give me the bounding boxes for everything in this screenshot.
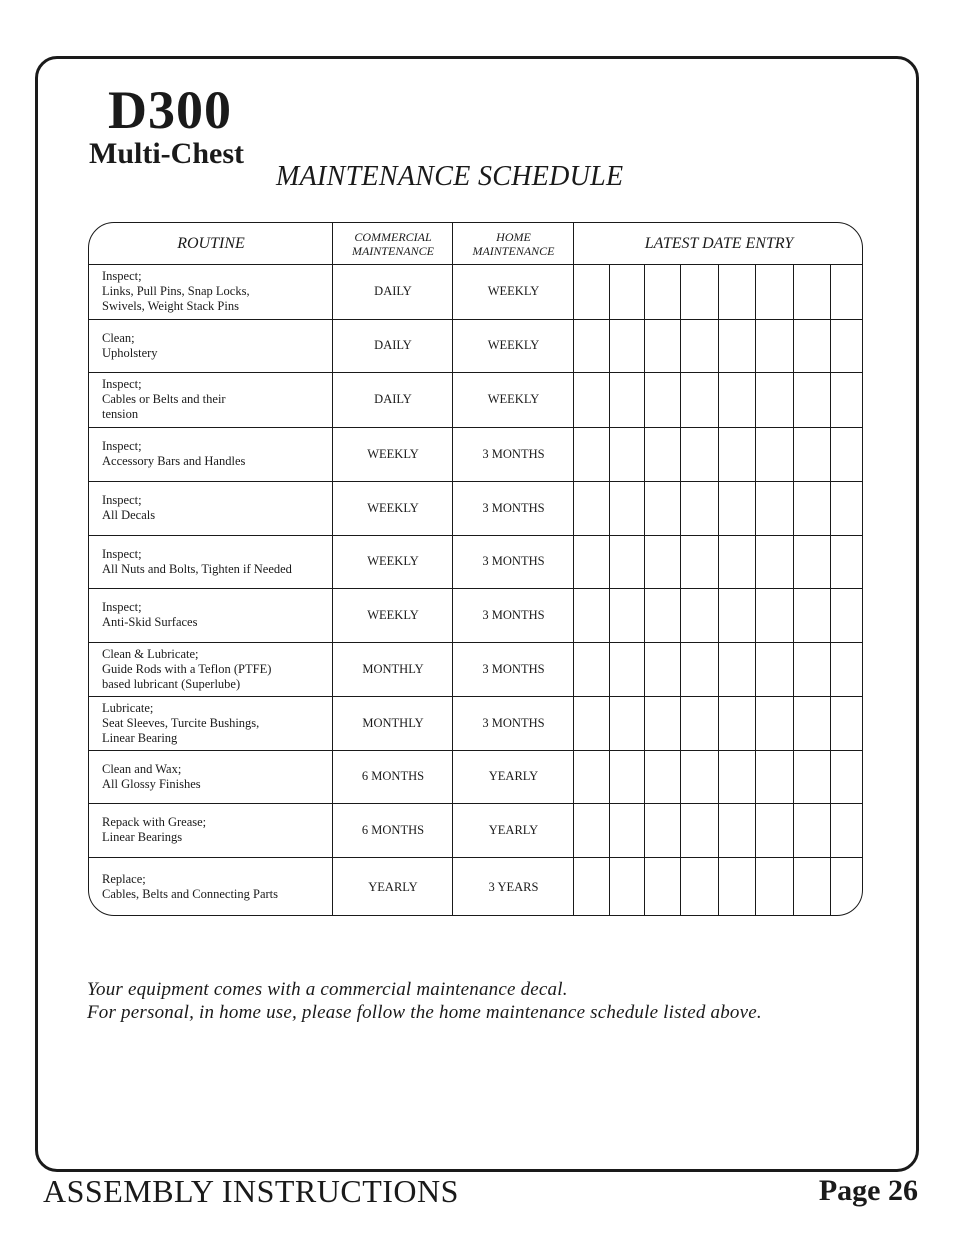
- routine-line: Inspect;: [102, 546, 142, 561]
- table-row: [89, 264, 574, 319]
- table-row: [89, 642, 574, 696]
- routine-line: Accessory Bars and Handles: [102, 454, 246, 468]
- product-name: Multi-Chest: [89, 137, 244, 170]
- routine-line: Inspect;: [102, 600, 142, 614]
- footer-section-title: ASSEMBLY INSTRUCTIONS: [43, 1173, 459, 1209]
- model-number: D300: [108, 80, 232, 140]
- commercial-frequency-cell: WEEKLY: [367, 554, 419, 568]
- date-entry-divider: [680, 264, 681, 915]
- routine-line: Swivels, Weight Stack Pins: [102, 299, 239, 313]
- routine-line: Guide Rods with a Teflon (PTFE): [102, 661, 272, 676]
- routine-cell: [102, 319, 330, 372]
- routine-line: Inspect;: [102, 493, 142, 507]
- routine-cell: [102, 750, 330, 803]
- routine-line: All Decals: [102, 508, 156, 522]
- routine-line: Anti-Skid Surfaces: [102, 615, 198, 629]
- routine-line: Clean & Lubricate;: [102, 646, 199, 661]
- routine-line: Inspect;: [102, 377, 142, 391]
- date-entry-divider: [793, 264, 794, 915]
- home-frequency-cell: 3 MONTHS: [482, 446, 545, 461]
- routine-line: Clean and Wax;: [102, 761, 182, 776]
- commercial-frequency-cell: DAILY: [374, 392, 412, 406]
- maintenance-note: [87, 978, 762, 1024]
- routine-cell: [102, 642, 330, 696]
- routine-line: Cables or Belts and their: [102, 392, 226, 406]
- routine-cell: [102, 264, 330, 319]
- home-header: HOME MAINTENANCE: [472, 229, 555, 258]
- commercial-frequency-cell: WEEKLY: [367, 446, 419, 461]
- routine-line: Lubricate;: [102, 700, 154, 715]
- table-row: [89, 803, 574, 857]
- table-row: [89, 535, 574, 588]
- routine-line: All Nuts and Bolts, Tighten if Needed: [102, 561, 292, 576]
- routine-line: Clean;: [102, 330, 135, 345]
- table-row: [89, 696, 574, 750]
- routine-cell: [102, 696, 330, 750]
- home-frequency-cell: YEARLY: [488, 822, 539, 837]
- home-frequency-cell: 3 MONTHS: [482, 607, 545, 622]
- date-entry-divider: [755, 264, 756, 915]
- routine-cell: [102, 803, 330, 857]
- routine-line: Linear Bearings: [102, 830, 183, 844]
- routine-line: Replace;: [102, 872, 146, 886]
- page-title: MAINTENANCE SCHEDULE: [276, 161, 624, 192]
- routine-cell: [102, 372, 330, 427]
- date-entry-divider: [644, 264, 645, 915]
- routine-line: Seat Sleeves, Turcite Bushings,: [102, 715, 260, 730]
- table-row: [89, 372, 574, 427]
- routine-cell: [102, 535, 330, 588]
- table-row: [89, 750, 574, 803]
- home-frequency-cell: 3 MONTHS: [482, 661, 545, 676]
- date-entry-divider: [718, 264, 719, 915]
- routine-line: Cables, Belts and Connecting Parts: [102, 887, 279, 901]
- home-frequency-cell: WEEKLY: [487, 284, 540, 298]
- commercial-frequency-cell: 6 MONTHS: [361, 769, 425, 783]
- routine-line: tension: [102, 407, 139, 421]
- commercial-frequency-cell: 6 MONTHS: [361, 822, 425, 837]
- commercial-frequency-cell: DAILY: [374, 284, 412, 298]
- table-row: [89, 427, 574, 481]
- routine-line: Linear Bearing: [102, 730, 178, 745]
- note-line-2: For personal, in home use, please follow the home maintenance schedule listed above.: [87, 1002, 762, 1023]
- routine-cell: [102, 481, 330, 535]
- commercial-frequency-cell: WEEKLY: [367, 607, 419, 622]
- home-frequency-cell: WEEKLY: [487, 338, 540, 352]
- commercial-frequency-cell: DAILY: [374, 338, 412, 352]
- table-row: [89, 588, 574, 642]
- commercial-frequency-cell: YEARLY: [368, 879, 418, 894]
- commercial-frequency-cell: MONTHLY: [362, 661, 424, 676]
- commercial-frequency-cell: WEEKLY: [367, 500, 419, 515]
- routine-line: Inspect;: [102, 439, 142, 453]
- date-entry-header: LATEST DATE ENTRY: [644, 234, 794, 252]
- table-row: [89, 481, 574, 535]
- routine-line: Repack with Grease;: [102, 815, 207, 829]
- routine-cell: [102, 588, 330, 642]
- routine-header: ROUTINE: [177, 234, 245, 252]
- routine-line: Links, Pull Pins, Snap Locks,: [102, 284, 250, 298]
- maintenance-table: [88, 222, 863, 916]
- home-frequency-cell: 3 MONTHS: [482, 715, 545, 730]
- routine-line: based lubricant (Superlube): [102, 676, 241, 691]
- home-frequency-cell: 3 MONTHS: [482, 554, 545, 568]
- note-line-1: Your equipment comes with a commercial maintenance decal.: [87, 979, 568, 1000]
- commercial-header: COMMERCIAL MAINTENANCE: [351, 229, 434, 258]
- routine-cell: [102, 427, 330, 481]
- routine-line: Inspect;: [102, 269, 142, 283]
- table-row: [89, 857, 574, 916]
- routine-line: All Glossy Finishes: [102, 776, 201, 791]
- home-frequency-cell: YEARLY: [488, 769, 539, 783]
- date-entry-divider: [609, 264, 610, 915]
- table-row: [89, 319, 574, 372]
- routine-line: Upholstery: [102, 345, 158, 360]
- home-frequency-cell: 3 YEARS: [488, 879, 539, 894]
- commercial-frequency-cell: MONTHLY: [362, 715, 424, 730]
- date-entry-divider: [830, 264, 831, 915]
- routine-cell: [102, 857, 330, 916]
- home-frequency-cell: WEEKLY: [487, 392, 540, 406]
- home-frequency-cell: 3 MONTHS: [482, 500, 545, 515]
- page-number: Page 26: [818, 1174, 918, 1207]
